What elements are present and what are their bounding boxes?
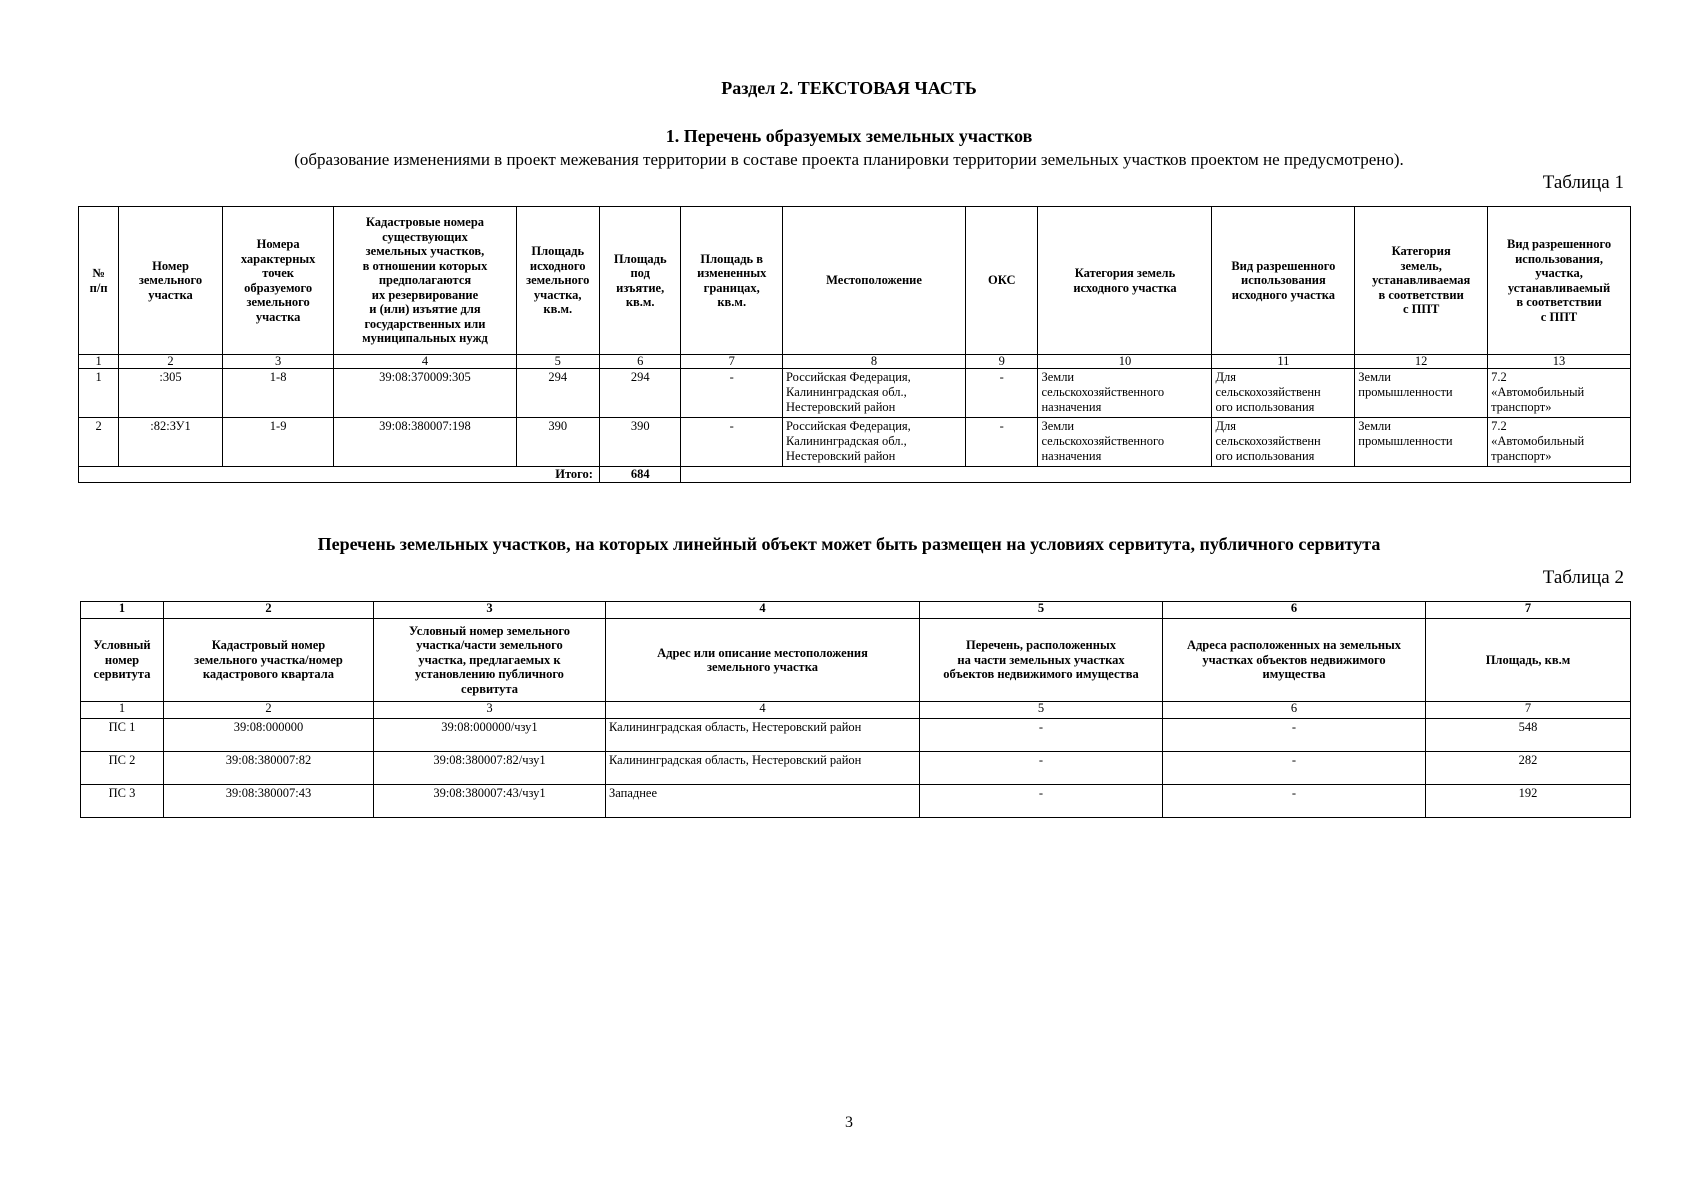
table1-header-row xyxy=(79,207,1631,355)
table1-cell: 1 xyxy=(79,369,119,418)
table2-caption: Таблица 2 xyxy=(1542,567,1624,588)
table2-cell: ПС 1 xyxy=(81,719,164,752)
table2-cell: 548 xyxy=(1426,719,1631,752)
table2-row xyxy=(81,785,1631,818)
table2-cell: 39:08:000000/чзу1 xyxy=(374,719,606,752)
section-heading: Раздел 2. ТЕКСТОВАЯ ЧАСТЬ xyxy=(721,78,977,98)
table1-number-cell: 13 xyxy=(1488,355,1631,369)
table2-header-cell: Условный номер сервитута xyxy=(81,619,164,702)
table1-cell: :305 xyxy=(119,369,223,418)
table1-cell: :82:ЗУ1 xyxy=(119,418,223,467)
table2-number-cell: 5 xyxy=(920,702,1163,719)
table2-number-cell: 5 xyxy=(920,602,1163,619)
table1-number-cell: 9 xyxy=(966,355,1038,369)
table2-row xyxy=(81,752,1631,785)
table2-number-cell: 6 xyxy=(1163,702,1426,719)
table2-cell: Калининградская область, Нестеровский район xyxy=(606,719,920,752)
table1-cell: - xyxy=(966,418,1038,467)
table1-cell: 390 xyxy=(599,418,680,467)
table2-cell: - xyxy=(1163,752,1426,785)
table2-number-cell: 4 xyxy=(606,602,920,619)
list1-title: 1. Перечень образуемых земельных участков xyxy=(665,126,1033,146)
table1-header-cell: Вид разрешенного использования исходного участка xyxy=(1212,207,1355,355)
table2-cell: 39:08:380007:82/чзу1 xyxy=(374,752,606,785)
page-number: 3 xyxy=(845,1114,853,1131)
table1-cell: 390 xyxy=(516,418,599,467)
table1-header-cell: Категория земель исходного участка xyxy=(1038,207,1212,355)
table2-header-cell: Площадь, кв.м xyxy=(1426,619,1631,702)
table2-header-cell: Адрес или описание местоположения земельного участка xyxy=(606,619,920,702)
table1-header-cell: Категория земель, устанавливаемая в соответствии с ППТ xyxy=(1355,207,1488,355)
table2-cell: - xyxy=(1163,785,1426,818)
table1-header-cell: ОКС xyxy=(966,207,1038,355)
table1-cell: Российская Федерация, Калининградская обл., Нестеровский район xyxy=(783,369,966,418)
table1-cell: 1-8 xyxy=(222,369,334,418)
table2-number-row-top xyxy=(81,602,1631,619)
table1-caption: Таблица 1 xyxy=(1542,172,1624,193)
table2-header-cell: Адреса расположенных на земельных участках объектов недвижимого имущества xyxy=(1163,619,1426,702)
table1-number-cell: 4 xyxy=(334,355,516,369)
table2-number-cell: 3 xyxy=(374,602,606,619)
table1-cell: Для сельскохозяйственн ого использования xyxy=(1212,418,1355,467)
table1-cell: 39:08:370009:305 xyxy=(334,369,516,418)
list1-note: (образование изменениями в проект межевания территории в составе проекта планировки территории земельных участков проектом не предусмотрено). xyxy=(294,150,1404,169)
table2-number-cell: 7 xyxy=(1426,602,1631,619)
table1-header-cell: Номера характерных точек образуемого земельного участка xyxy=(222,207,334,355)
table1-cell: - xyxy=(966,369,1038,418)
table1-header-cell: Местоположение xyxy=(783,207,966,355)
table1-cell: Для сельскохозяйственн ого использования xyxy=(1212,369,1355,418)
table1-formed-plots xyxy=(78,206,1631,483)
table2-cell: 39:08:380007:82 xyxy=(164,752,374,785)
table1-number-cell: 7 xyxy=(681,355,783,369)
table2-number-cell: 6 xyxy=(1163,602,1426,619)
table1-header-cell: Площадь в измененных границах, кв.м. xyxy=(681,207,783,355)
table1-row xyxy=(79,369,1631,418)
table1-header-cell: Вид разрешенного использования, участка, устанавливаемый в соответствии с ППТ xyxy=(1488,207,1631,355)
table2-number-cell: 4 xyxy=(606,702,920,719)
table2-number-cell: 2 xyxy=(164,602,374,619)
table1-number-cell: 8 xyxy=(783,355,966,369)
table2-cell: 39:08:380007:43 xyxy=(164,785,374,818)
table1-cell: 39:08:380007:198 xyxy=(334,418,516,467)
table1-total-value: 684 xyxy=(599,467,680,483)
table2-servitude-plots xyxy=(80,601,1631,818)
table2-cell: 39:08:380007:43/чзу1 xyxy=(374,785,606,818)
table1-cell: 294 xyxy=(516,369,599,418)
table2-cell: - xyxy=(920,785,1163,818)
table2-number-cell: 1 xyxy=(81,602,164,619)
table2-header-cell: Кадастровый номер земельного участка/номер кадастрового квартала xyxy=(164,619,374,702)
table2-cell: ПС 2 xyxy=(81,752,164,785)
table1-number-cell: 12 xyxy=(1355,355,1488,369)
table1-row xyxy=(79,418,1631,467)
table2-cell: - xyxy=(920,719,1163,752)
table1-cell: - xyxy=(681,418,783,467)
table2-number-row xyxy=(81,702,1631,719)
list2-title: Перечень земельных участков, на которых линейный объект может быть размещен на условиях сервитута, публичного сервитута xyxy=(317,534,1381,554)
table2-cell: - xyxy=(920,752,1163,785)
table1-cell: - xyxy=(681,369,783,418)
table2-cell: - xyxy=(1163,719,1426,752)
table1-header-cell: Кадастровые номера существующих земельных участков, в отношении которых предполагаются их резервирование и (или) изъятие для государственных или муниципальных нужд xyxy=(334,207,516,355)
table2-row xyxy=(81,719,1631,752)
table2-cell: 39:08:000000 xyxy=(164,719,374,752)
table1-cell: 294 xyxy=(599,369,680,418)
table1-total-label: Итого: xyxy=(79,467,600,483)
table2-number-cell: 2 xyxy=(164,702,374,719)
table1-header-cell: Площадь под изъятие, кв.м. xyxy=(599,207,680,355)
table2-cell: 282 xyxy=(1426,752,1631,785)
table2-number-cell: 3 xyxy=(374,702,606,719)
table1-cell: Земли промышленности xyxy=(1355,418,1488,467)
table2-header-cell: Условный номер земельного участка/части земельного участка, предлагаемых к установлению публичного сервитута xyxy=(374,619,606,702)
table2-cell: Калининградская область, Нестеровский район xyxy=(606,752,920,785)
table1-header-cell: Номер земельного участка xyxy=(119,207,223,355)
table1-number-cell: 1 xyxy=(79,355,119,369)
table1-number-cell: 2 xyxy=(119,355,223,369)
table1-header-cell: № п/п xyxy=(79,207,119,355)
table1-number-cell: 3 xyxy=(222,355,334,369)
table1-number-cell: 10 xyxy=(1038,355,1212,369)
table1-cell: 1-9 xyxy=(222,418,334,467)
table1-cell: 2 xyxy=(79,418,119,467)
table2-cell: Западнее xyxy=(606,785,920,818)
table1-cell: 7.2 «Автомобильный транспорт» xyxy=(1488,418,1631,467)
table1-total-row xyxy=(79,467,1631,483)
table2-number-cell: 7 xyxy=(1426,702,1631,719)
table2-cell: 192 xyxy=(1426,785,1631,818)
table2-cell: ПС 3 xyxy=(81,785,164,818)
table1-cell: Земли сельскохозяйственного назначения xyxy=(1038,418,1212,467)
table1-number-row xyxy=(79,355,1631,369)
table1-cell: 7.2 «Автомобильный транспорт» xyxy=(1488,369,1631,418)
table1-header-cell: Площадь исходного земельного участка, кв.м. xyxy=(516,207,599,355)
table2-number-cell: 1 xyxy=(81,702,164,719)
table1-cell: Земли промышленности xyxy=(1355,369,1488,418)
table2-header-row xyxy=(81,619,1631,702)
table1-number-cell: 11 xyxy=(1212,355,1355,369)
table1-total-empty xyxy=(681,467,1631,483)
table1-number-cell: 6 xyxy=(599,355,680,369)
table2-header-cell: Перечень, расположенных на части земельных участках объектов недвижимого имущества xyxy=(920,619,1163,702)
table1-cell: Земли сельскохозяйственного назначения xyxy=(1038,369,1212,418)
table1-cell: Российская Федерация, Калининградская обл., Нестеровский район xyxy=(783,418,966,467)
table1-number-cell: 5 xyxy=(516,355,599,369)
